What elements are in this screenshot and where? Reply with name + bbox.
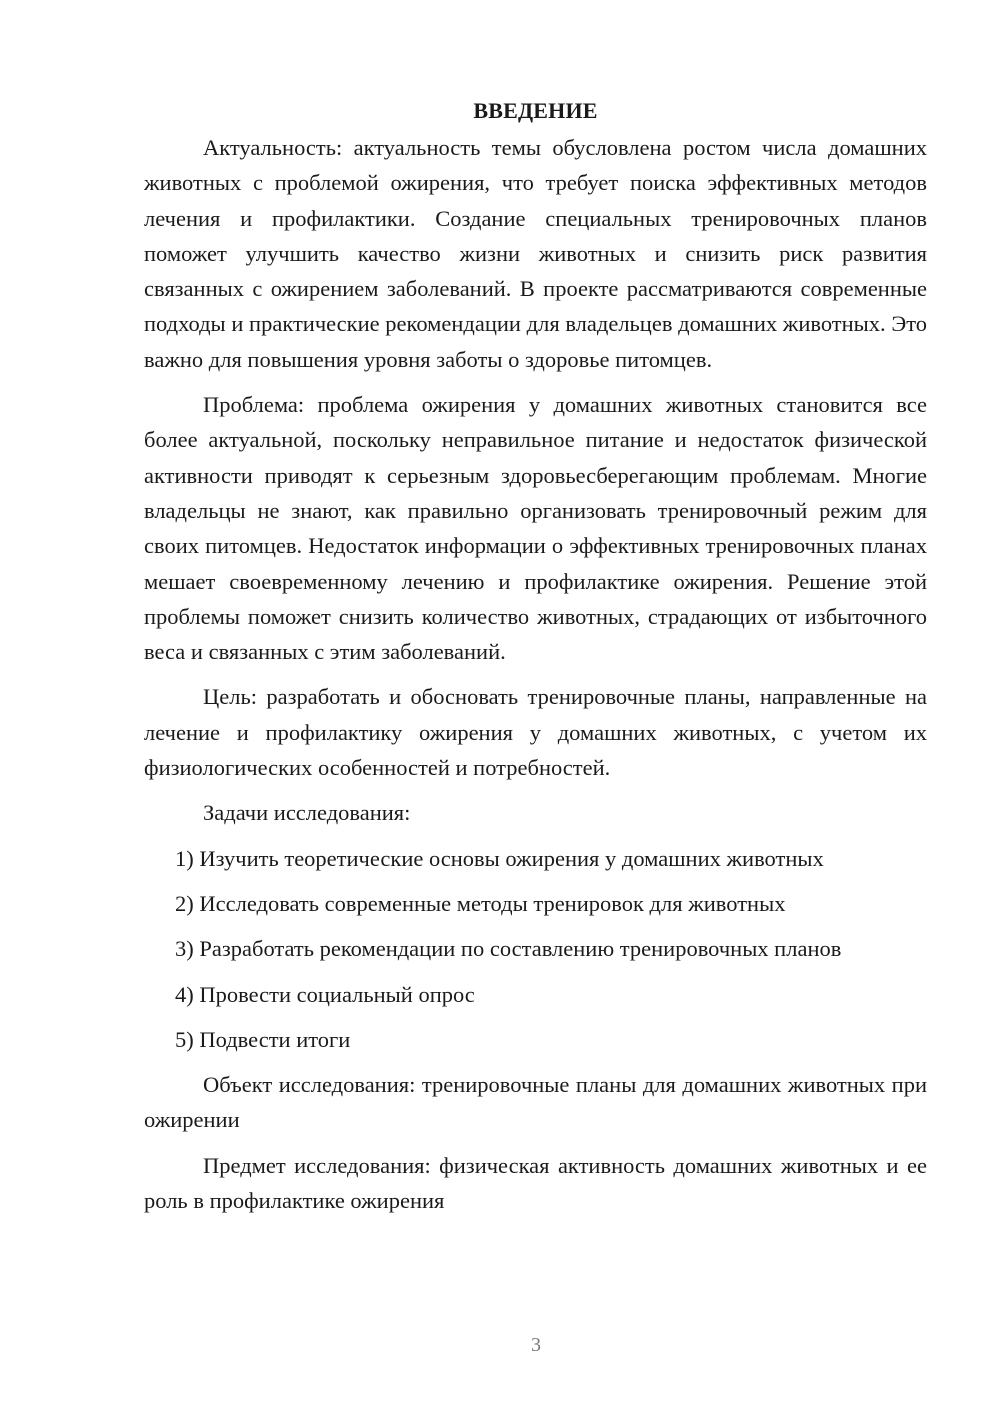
task-item-1: 1) Изучить теоретические основы ожирения у домашних животных — [175, 845, 824, 871]
page-number: 3 — [531, 1334, 541, 1356]
tasks-list — [144, 841, 927, 1057]
task-item-5: 5) Подвести итоги — [175, 1026, 351, 1052]
paragraph-goal: Цель: разработать и обосновать тренировочные планы, направленные на лечение и профилактику ожирения у домашних животных, с учетом их физиологических особенностей и потребностей. — [144, 684, 927, 781]
task-item-2: 2) Исследовать современные методы тренировок для животных — [175, 890, 786, 916]
task-item-3: 3) Разработать рекомендации по составлению тренировочных планов — [175, 936, 842, 962]
paragraph-object: Объект исследования: тренировочные планы для домашних животных при ожирении — [144, 1072, 927, 1133]
document-page — [144, 95, 927, 1228]
paragraph-relevance: Актуальность: актуальность темы обусловлена ростом числа домашних животных с проблемой ожирения, что требует поиска эффективных методов лечения и профилактики. Создание специальных тренировочных планов поможет улучшить качество жизни животных и снизить риск развития связанных с ожирением заболеваний. В проекте рассматриваются современные подходы и практические рекомендации для владельцев домашних животных. Это важно для повышения уровня заботы о здоровье питомцев. — [144, 135, 927, 372]
tasks-heading: Задачи исследования: — [203, 800, 411, 826]
paragraph-subject: Предмет исследования: физическая активность домашних животных и ее роль в профилактике ожирения — [144, 1152, 927, 1214]
section-title: ВВЕДЕНИЕ — [473, 98, 598, 123]
task-item-4: 4) Провести социальный опрос — [175, 981, 475, 1007]
paragraph-problem: Проблема: проблема ожирения у домашних животных становится все более актуальной, поскольку неправильное питание и недостаток физической активности приводят к серьезным здоровьесберегающим проблемам. Многие владельцы не знают, как правильно организовать тренировочный режим для своих питомцев. Недостаток информации о эффективных тренировочных планах мешает своевременному лечению и профилактике ожирения. Решение этой проблемы поможет снизить количество животных, страдающих от избыточного веса и связанных с этим заболеваний. — [144, 392, 927, 665]
